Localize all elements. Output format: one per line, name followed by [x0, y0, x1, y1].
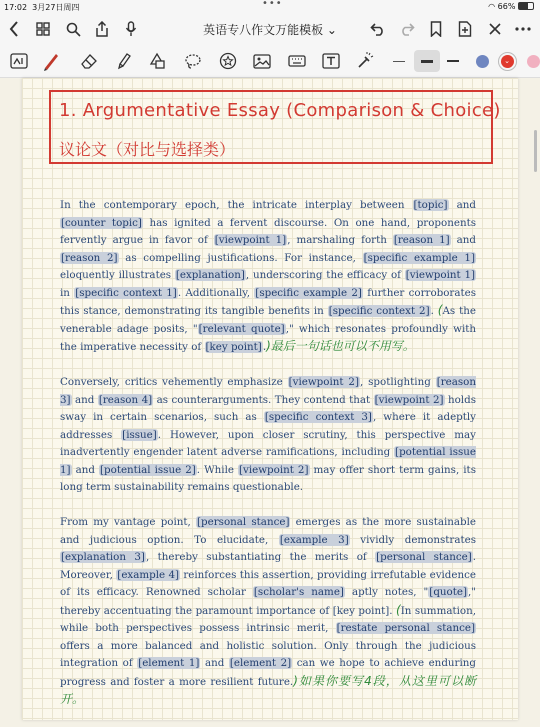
placeholder-highlight: [explanation 3] [61, 551, 145, 563]
status-bar [0, 0, 540, 13]
placeholder-highlight: [potential issue 1] [60, 446, 476, 476]
placeholder-highlight: [key point] [205, 341, 262, 353]
placeholder-highlight: [restate personal stance] [336, 622, 475, 634]
placeholder-highlight: [viewpoint 1] [214, 234, 287, 246]
essay-text: . [262, 341, 267, 353]
essay-text: , marshaling forth [287, 234, 393, 246]
essay-text: may offer short term gains, its long term sustainability remains questionable. [60, 463, 476, 493]
add-page-icon[interactable] [455, 19, 475, 39]
handwritten-note: ( [437, 303, 443, 317]
thin-stroke-option[interactable] [388, 50, 410, 72]
scrollbar[interactable] [534, 130, 537, 172]
essay-text: , spotlighting [359, 376, 436, 388]
placeholder-highlight: [specific context 3] [264, 411, 372, 423]
status-time-date: 17:02 3月27日周四 [4, 3, 80, 12]
essay-text: holds sway in certain scenarios, such as [60, 393, 476, 423]
essay-text: emerges as the more sustainable and judicious option. To elucidate, [60, 516, 477, 546]
grid-view-icon[interactable] [33, 19, 53, 39]
handwritten-note: ( [396, 602, 401, 617]
essay-paragraph [60, 197, 476, 357]
essay-text: . [430, 305, 438, 317]
essay-text: has ignited a fervent discourse. On one hand, proponents fervently argue in favor of [60, 216, 476, 246]
essay-text: and [200, 657, 229, 669]
english-title: 1. Argumentative Essay (Comparison & Choice) [59, 100, 501, 121]
pen-tool-icon[interactable] [40, 50, 62, 72]
placeholder-highlight: [example 4] [117, 568, 180, 581]
essay-text: . While [196, 463, 239, 476]
placeholder-highlight: [topic] [413, 199, 448, 211]
battery-icon [518, 2, 534, 10]
essay-template [60, 197, 476, 727]
color-swatch-red-selected[interactable]: ⌄ [496, 50, 518, 72]
essay-text: As the venerable adage posits, " [60, 305, 476, 335]
color-swatch-pink[interactable] [522, 50, 540, 72]
placeholder-highlight: [specific example 1] [363, 251, 475, 264]
ocr-scan-icon[interactable] [8, 50, 30, 72]
eraser-icon[interactable] [78, 50, 100, 72]
essay-text: . However, upon closer scrutiny, this perspective may inadvertently engender latent adverse ramifications, including [60, 428, 476, 458]
more-icon[interactable] [513, 19, 533, 39]
essay-text: aptly notes, " [344, 586, 429, 598]
placeholder-highlight: [reason 1] [393, 234, 450, 246]
essay-text: further corroborates this stance, demonstrating its tangible benefits in [60, 286, 477, 317]
essay-text: ," thereby accentuating the paramount importance of [key point]. [60, 586, 477, 617]
essay-text: vividly demonstrates [349, 533, 477, 546]
placeholder-highlight: [reason 3] [60, 376, 477, 406]
placeholder-highlight: [potential issue 2] [100, 463, 196, 476]
placeholder-highlight: [element 1] [138, 657, 200, 669]
placeholder-highlight: [element 2] [229, 657, 292, 669]
wifi-icon: ◠ [488, 2, 496, 11]
sticker-star-icon[interactable] [217, 50, 239, 72]
placeholder-highlight: [explanation] [175, 269, 245, 281]
navigation-bar [0, 13, 540, 45]
laser-pointer-icon[interactable] [354, 50, 376, 72]
essay-text: and [448, 199, 476, 211]
essay-text: In summation, while both perspectives possess intrinsic merit, [60, 604, 477, 634]
battery-level: 66% [497, 2, 516, 11]
undo-icon[interactable] [368, 19, 388, 39]
essay-paragraph [60, 374, 476, 497]
close-icon[interactable] [485, 19, 505, 39]
essay-paragraph [60, 514, 476, 710]
placeholder-highlight: [issue] [122, 428, 157, 441]
chinese-title: 议论文（对比与选择类） [59, 140, 236, 159]
essay-text: From my vantage point, [60, 516, 197, 528]
essay-text: and [71, 393, 98, 406]
medium-stroke-option[interactable] [414, 50, 440, 72]
drawing-toolbar [0, 45, 540, 78]
essay-text: , underscoring the efficacy of [245, 269, 405, 281]
placeholder-highlight: [viewpoint 2] [239, 463, 309, 476]
essay-text: . Additionally, [177, 286, 255, 299]
microphone-icon[interactable] [121, 19, 141, 39]
essay-text: as compelling justifications. For instance, [118, 251, 363, 264]
document-title[interactable]: 英语专八作文万能模板 ⌄ [203, 23, 337, 37]
bookmark-icon[interactable] [426, 19, 446, 39]
text-box-icon[interactable] [320, 50, 342, 72]
handwritten-note: )如果你要写4段，从这里可以断开。 [60, 673, 476, 706]
keyboard-icon[interactable] [286, 50, 308, 72]
thick-stroke-option[interactable] [442, 50, 464, 72]
share-icon[interactable] [92, 19, 112, 39]
essay-text: In the contemporary epoch, the intricate interplay between [60, 199, 413, 211]
lasso-icon[interactable] [182, 50, 204, 72]
placeholder-highlight: [counter topic] [61, 216, 142, 229]
placeholder-highlight: [specific example 2] [255, 286, 362, 299]
handwritten-note: )最后一句话也可以不用写。 [266, 339, 415, 353]
placeholder-highlight: [viewpoint 1] [405, 269, 476, 281]
title-box [49, 90, 501, 164]
essay-text: as counterarguments. They contend that [153, 393, 374, 406]
placeholder-highlight: [personal stance] [376, 551, 472, 563]
essay-text: . Moreover, [60, 551, 476, 581]
placeholder-highlight: [reason 4] [98, 393, 153, 406]
placeholder-highlight: [viewpoint 2] [374, 393, 444, 406]
essay-text: and [71, 463, 100, 476]
shapes-icon[interactable] [146, 50, 168, 72]
highlighter-icon[interactable] [113, 50, 135, 72]
placeholder-highlight: [personal stance] [197, 516, 290, 528]
color-swatch-blue[interactable] [471, 50, 493, 72]
placeholder-highlight: [specific context 2] [328, 305, 430, 317]
placeholder-highlight: [quote] [429, 586, 467, 598]
status-right [488, 2, 534, 11]
essay-text: ," which resonates profoundly with the imperative necessity of [60, 322, 477, 353]
essay-text: Conversely, critics vehemently emphasize [60, 376, 288, 388]
back-chevron-icon[interactable] [4, 19, 24, 39]
placeholder-highlight: [example 3] [279, 533, 349, 546]
essay-text: in [60, 286, 75, 299]
search-icon[interactable] [63, 19, 83, 39]
essay-text: and [450, 234, 477, 246]
essay-text: can we hope to achieve enduring progress and foster a more resilient future. [60, 657, 476, 688]
essay-text: , where it adeptly addresses [60, 411, 476, 441]
essay-text: eloquently illustrates [60, 269, 175, 281]
placeholder-highlight: [specific context 1] [75, 286, 177, 299]
image-icon[interactable] [251, 50, 273, 72]
redo-icon[interactable] [397, 19, 417, 39]
placeholder-highlight: [relevant quote] [198, 322, 285, 335]
placeholder-highlight: [viewpoint 2] [288, 376, 359, 388]
multitask-dots[interactable]: ••• [262, 0, 283, 9]
placeholder-highlight: [scholar's name] [253, 586, 344, 598]
essay-text: reinforces this assertion, providing irrefutable evidence of its efficacy. Renowned scholar [60, 568, 476, 598]
placeholder-highlight: [reason 2] [61, 251, 118, 264]
essay-text: offers a more balanced and holistic solution. Only through the judicious integration of [60, 639, 476, 669]
essay-text: , thereby substantiating the merits of [145, 551, 376, 563]
